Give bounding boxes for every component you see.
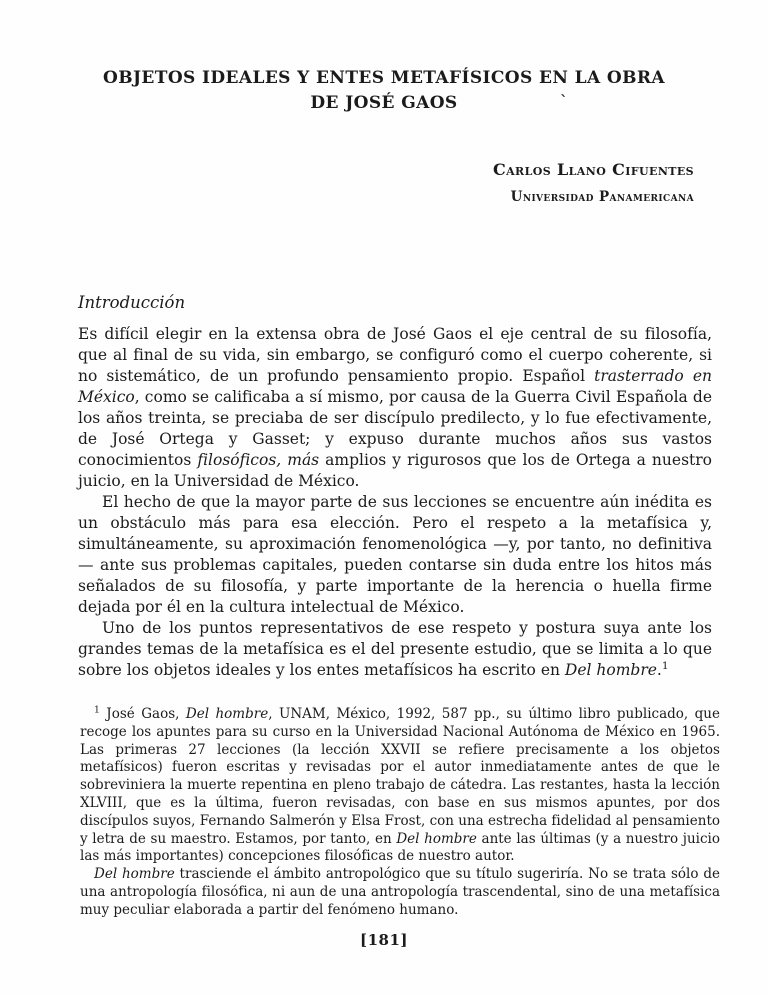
article-body [78, 293, 712, 681]
footnote-block [80, 706, 720, 920]
body-paragraph: Uno de los puntos representativos de ese respeto y postura suya ante los grandes temas de la metafísica es el del presente estudio, que se limita a lo que sobre los objetos ideales y los entes metafísicos ha escrito en Del hombre.$^1$ [78, 619, 712, 679]
article-title-line2: DE JOSÉ GAOS [310, 93, 458, 113]
article-title [0, 66, 768, 116]
page-number: [181] [359, 931, 408, 949]
article-title-line1: OBJETOS IDEALES Y ENTES METAFÍSICOS EN LA OBRA [103, 68, 665, 88]
byline [493, 160, 694, 205]
scan-artifact-mark: ˋ [560, 92, 568, 110]
footnote-paragraph: Del hombre trasciende el ámbito antropológico que su título sugeriría. No se trata sólo de una antropología filosófica, ni aun de una antropología trascendental, sino de una metafísica muy peculiar elaborada a partir del fenómeno humano. [80, 866, 720, 918]
author-name: Carlos Llano Cifuentes [492, 160, 694, 179]
footnote-paragraph: $^1$ José Gaos, Del hombre, UNAM, México, 1992, 587 pp., su último libro publicado, que recoge los apuntes para su curso en la Universidad Nacional Autónoma de México en 1965. Las primeras 27 lecciones (la lección XXVII se refiere precisamente a los objetos metafísicos) fueron escritas y revisadas por el autor inmediatamente antes de que le sobreviniera la muerte repentina en pleno trabajo de cátedra. Las restantes, hasta la lección XLVIII, que es la última, fueron revisadas, con base en sus mismos apuntes, por dos discípulos suyos, Fernando Salmerón y Elsa Frost, con una estrecha fidelidad al pensamiento y letra de su maestro. Estamos, por tanto, en Del hombre ante las últimas (y a nuestro juicio las más importantes) concepciones filosóficas de nuestro autor. [80, 704, 720, 865]
body-paragraph: Es difícil elegir en la extensa obra de José Gaos el eje central de su filosofía, que al final de su vida, sin embargo, se configuró como el cuerpo coherente, si no sistemático, de un profundo pensamiento propio. Español trasterrado en México, como se calificaba a sí mismo, por causa de la Guerra Civil Española de los años treinta, se preciaba de ser discípulo predilecto, y lo fue efectivamente, de José Ortega y Gasset; y expuso durante muchos años sus vastos conocimientos filosóficos, más amplios y rigurosos que los de Ortega a nuestro juicio, en la Universidad de México. [78, 325, 712, 490]
author-affiliation: Universidad Panamericana [510, 189, 694, 205]
body-paragraph: El hecho de que la mayor parte de sus lecciones se encuentre aún inédita es un obstáculo más para esa elección. Pero el respeto a la metafísica y, simultáneamente, su aproximación fenomenológica —y, por tanto, no definitiva— ante sus problemas capitales, pueden contarse sin duda entre los hitos más señalados de su filosofía, y parte importante de la herencia o huella firme dejada por él en la cultura intelectual de México. [78, 493, 712, 616]
section-heading: Introducción [78, 293, 186, 312]
